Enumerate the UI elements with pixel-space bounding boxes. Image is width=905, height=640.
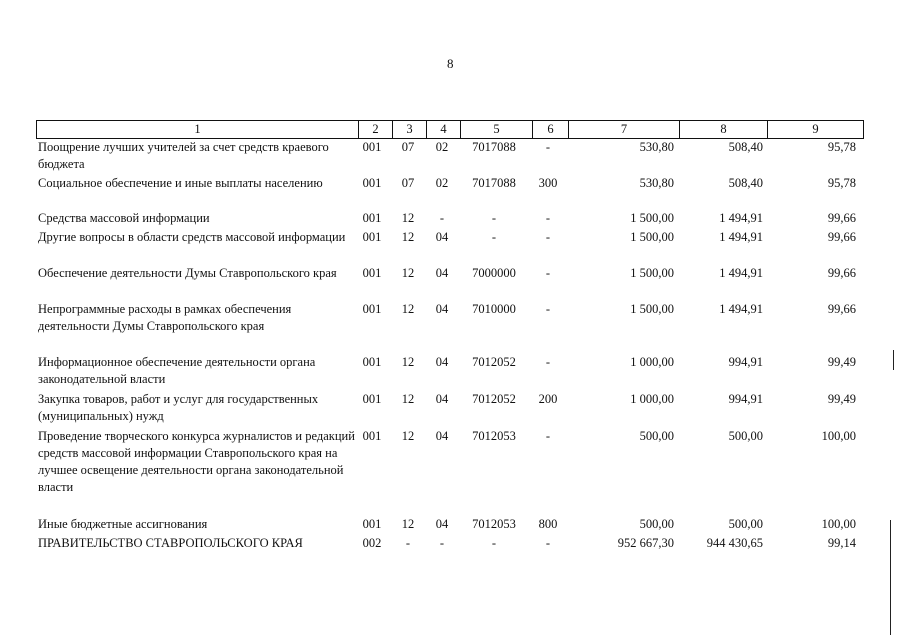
row-col-8: 500,00: [728, 429, 763, 443]
row-name: Другие вопросы в области средств массовой информации: [38, 230, 346, 244]
row-col-4: 04: [435, 355, 449, 369]
row-col-6: -: [545, 302, 551, 316]
row-col-5: 7012053: [472, 429, 516, 443]
row-col-9: 95,78: [827, 140, 856, 154]
row-col-6: -: [545, 266, 551, 280]
row-col-3: 12: [401, 517, 415, 531]
header-cell-4: 4: [427, 121, 461, 138]
row-col-8: 1 494,91: [719, 302, 763, 316]
page-number: 8: [447, 56, 454, 71]
row-col-2: 001: [362, 429, 382, 443]
row-col-6: 800: [538, 517, 558, 531]
header-cell-7: 7: [569, 121, 680, 138]
row-col-7: 1 500,00: [630, 211, 674, 225]
header-cell-2: 2: [359, 121, 393, 138]
row-col-6: -: [545, 429, 551, 443]
row-col-5: 7000000: [472, 266, 516, 280]
row-col-6: 300: [538, 176, 558, 190]
row-col-8: 508,40: [728, 176, 763, 190]
row-col-8: 944 430,65: [706, 536, 763, 550]
row-col-2: 001: [362, 355, 382, 369]
row-col-4: 04: [435, 392, 449, 406]
row-col-7: 530,80: [639, 176, 674, 190]
table-header: [36, 120, 864, 139]
row-col-8: 1 494,91: [719, 266, 763, 280]
row-col-3: 07: [401, 176, 415, 190]
row-col-2: 001: [362, 266, 382, 280]
row-col-3: 12: [401, 429, 415, 443]
row-col-2: 001: [362, 302, 382, 316]
row-col-8: 994,91: [728, 392, 763, 406]
row-col-9: 100,00: [821, 429, 856, 443]
row-col-4: 04: [435, 429, 449, 443]
row-col-5: 7010000: [472, 302, 516, 316]
row-col-4: 02: [435, 176, 449, 190]
row-col-6: -: [545, 211, 551, 225]
row-col-7: 1 500,00: [630, 302, 674, 316]
row-col-3: 12: [401, 355, 415, 369]
row-col-4: 02: [435, 140, 449, 154]
row-col-5: 7012052: [472, 392, 516, 406]
row-col-4: -: [439, 536, 445, 550]
row-col-8: 1 494,91: [719, 211, 763, 225]
row-col-6: -: [545, 355, 551, 369]
row-col-7: 530,80: [639, 140, 674, 154]
scan-edge-line: [890, 520, 891, 635]
row-col-3: 12: [401, 392, 415, 406]
row-name: Непрограммные расходы в рамках обеспечения деятельности Думы Ставропольского края: [38, 302, 292, 333]
row-col-9: 99,66: [827, 230, 856, 244]
row-col-3: 12: [401, 302, 415, 316]
row-col-4: 04: [435, 302, 449, 316]
row-name: Проведение творческого конкурса журналистов и редакций средств массовой информации Ставропольского края на лучшее освещение деятельности органа законодательной власти: [38, 429, 355, 494]
row-col-9: 99,49: [827, 355, 856, 369]
row-col-6: 200: [538, 392, 558, 406]
row-col-4: 04: [435, 517, 449, 531]
row-name: Иные бюджетные ассигнования: [38, 517, 208, 531]
row-col-6: -: [545, 230, 551, 244]
row-name: ПРАВИТЕЛЬСТВО СТАВРОПОЛЬСКОГО КРАЯ: [38, 536, 303, 550]
row-col-7: 1 500,00: [630, 230, 674, 244]
row-col-8: 994,91: [728, 355, 763, 369]
row-name: Поощрение лучших учителей за счет средств краевого бюджета: [38, 140, 329, 171]
row-col-2: 001: [362, 230, 382, 244]
row-name: Закупка товаров, работ и услуг для государственных (муниципальных) нужд: [38, 392, 319, 423]
row-col-4: 04: [435, 230, 449, 244]
row-col-5: -: [491, 230, 497, 244]
row-col-2: 001: [362, 176, 382, 190]
row-col-9: 99,14: [827, 536, 856, 550]
scan-edge-line: [893, 350, 894, 370]
row-col-4: -: [439, 211, 445, 225]
row-col-3: -: [405, 536, 411, 550]
row-col-6: -: [545, 140, 551, 154]
header-cell-6: 6: [533, 121, 569, 138]
row-col-8: 1 494,91: [719, 230, 763, 244]
row-col-8: 500,00: [728, 517, 763, 531]
row-col-2: 001: [362, 211, 382, 225]
row-name: Информационное обеспечение деятельности органа законодательной власти: [38, 355, 316, 386]
row-name: Социальное обеспечение и иные выплаты населению: [38, 176, 323, 190]
header-cell-9: 9: [812, 122, 819, 136]
header-cell-8: 8: [680, 121, 768, 138]
row-col-9: 99,66: [827, 302, 856, 316]
row-col-7: 500,00: [639, 429, 674, 443]
row-col-7: 500,00: [639, 517, 674, 531]
row-col-5: 7017088: [472, 140, 516, 154]
row-col-3: 07: [401, 140, 415, 154]
header-cell-3: 3: [393, 121, 427, 138]
row-col-7: 1 500,00: [630, 266, 674, 280]
row-col-3: 12: [401, 230, 415, 244]
row-col-8: 508,40: [728, 140, 763, 154]
row-name: Обеспечение деятельности Думы Ставропольского края: [38, 266, 337, 280]
row-col-3: 12: [401, 266, 415, 280]
row-col-2: 002: [362, 536, 382, 550]
row-col-9: 99,49: [827, 392, 856, 406]
row-col-5: 7012052: [472, 355, 516, 369]
row-col-2: 001: [362, 392, 382, 406]
row-col-2: 001: [362, 517, 382, 531]
row-col-7: 1 000,00: [630, 355, 674, 369]
header-cell-1: 1: [37, 121, 359, 138]
header-cell-5: 5: [461, 121, 533, 138]
row-col-4: 04: [435, 266, 449, 280]
row-col-6: -: [545, 536, 551, 550]
row-col-9: 95,78: [827, 176, 856, 190]
row-col-9: 100,00: [821, 517, 856, 531]
row-name: Средства массовой информации: [38, 211, 210, 225]
row-col-9: 99,66: [827, 211, 856, 225]
row-col-9: 99,66: [827, 266, 856, 280]
row-col-2: 001: [362, 140, 382, 154]
row-col-5: 7012053: [472, 517, 516, 531]
row-col-5: -: [491, 211, 497, 225]
row-col-3: 12: [401, 211, 415, 225]
row-col-7: 952 667,30: [617, 536, 674, 550]
row-col-5: -: [491, 536, 497, 550]
row-col-7: 1 000,00: [630, 392, 674, 406]
row-col-5: 7017088: [472, 176, 516, 190]
